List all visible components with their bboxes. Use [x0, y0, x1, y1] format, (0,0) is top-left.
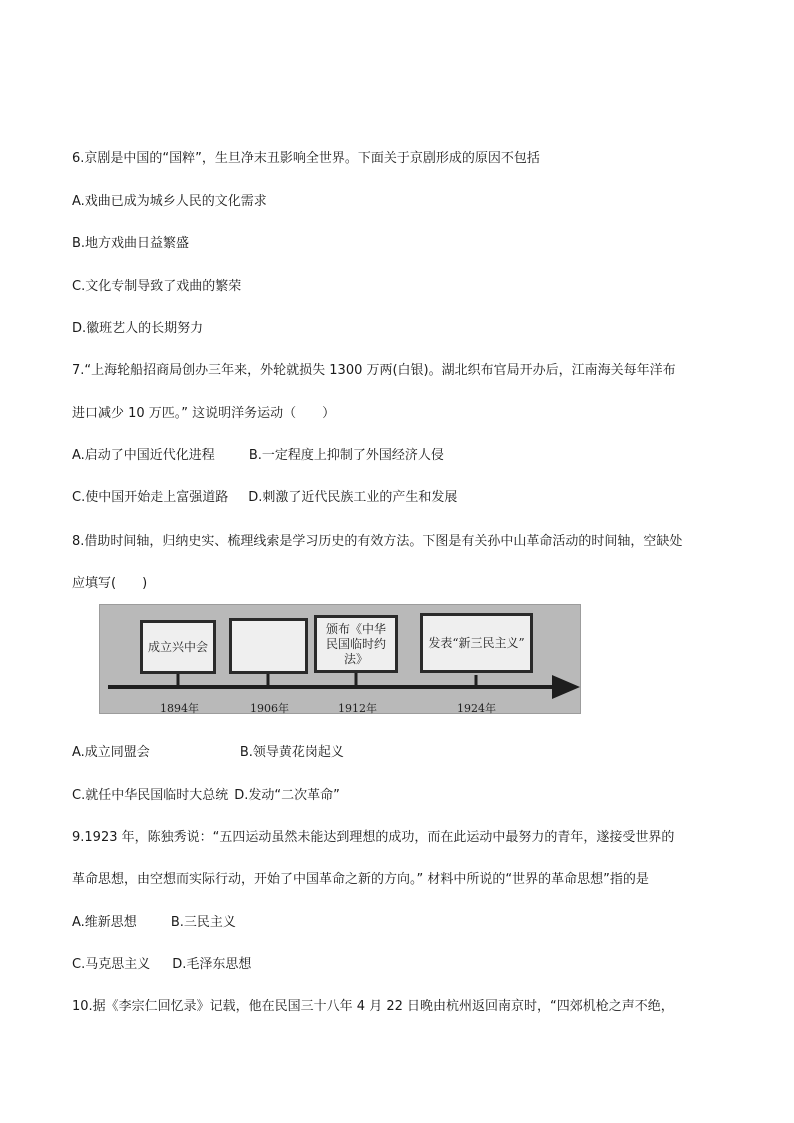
q7-options-row-1 [72, 447, 444, 465]
timeline-event-box-1906-blank [229, 618, 308, 674]
q8-option-d: D.发动“二次革命” [234, 788, 340, 803]
q9-stem-line-2: 革命思想，由空想而实际行动，开始了中国革命之新的方向。” 材料中所说的“世界的革命思想”指的是 [72, 872, 649, 887]
timeline-event-label-1894: 成立兴中会 [147, 639, 208, 654]
q9-options-row-1 [72, 914, 236, 932]
q6-option-a: A.戏曲已成为城乡人民的文化需求 [72, 194, 267, 209]
q9-stem-line-1: 9.1923 年，陈独秀说：“五四运动虽然未能达到理想的成功，而在此运动中最努力的青年，遂接受世界的 [72, 830, 675, 845]
q6-option-d: D.徽班艺人的长期努力 [72, 321, 204, 336]
q9-option-b: B.三民主义 [170, 915, 236, 930]
q10-stem-line-1: 10.据《李宗仁回忆录》记载，他在民国三十八年 4 月 22 日晚由杭州返回南京时，“四郊机枪之声不绝， [72, 999, 674, 1014]
q8-options-row-2 [72, 787, 340, 805]
timeline-event-label-1912: 颁布《中华民国临时约法》 [325, 621, 386, 666]
q8-option-a: A.成立同盟会 [72, 745, 150, 760]
q7-stem-line-1: 7.“上海轮船招商局创办三年来，外轮就损失 1300 万两(白银)。湖北织布官局开办后，江南海关每年洋布 [72, 363, 676, 378]
timeline-arrow-head [552, 675, 580, 699]
q7-options-row-2 [72, 489, 457, 507]
timeline-figure [99, 604, 581, 714]
timeline-event-box-1894 [140, 620, 216, 674]
q7-stem-line-2: 进口减少 10 万匹。” 这说明洋务运动（ ） [72, 406, 336, 421]
q7-option-b: B.一定程度上抑制了外国经济人侵 [248, 448, 444, 463]
timeline-event-label-1924: 发表“新三民主义” [428, 635, 525, 650]
timeline-event-box-1912 [314, 615, 398, 673]
timeline-year-1912: 1912年 [338, 702, 377, 715]
timeline-year-1906: 1906年 [250, 702, 289, 715]
q9-option-d: D.毛泽东思想 [172, 957, 252, 972]
timeline-year-1924: 1924年 [457, 702, 496, 715]
timeline-event-box-1924 [420, 613, 533, 673]
q9-option-a: A.维新思想 [72, 915, 137, 930]
timeline-year-1894: 1894年 [160, 702, 199, 715]
q8-option-c: C.就任中华民国临时大总统 [72, 788, 229, 803]
q6-option-b: B.地方戏曲日益繁盛 [72, 236, 190, 251]
q7-option-a: A.启动了中国近代化进程 [72, 448, 215, 463]
q8-stem-line-2: 应填写( ) [72, 576, 148, 591]
q9-option-c: C.马克思主义 [72, 957, 151, 972]
q6-stem: 6.京剧是中国的“国粹”，生旦净末丑影响全世界。下面关于京剧形成的原因不包括 [72, 151, 540, 166]
q7-option-c: C.使中国开始走上富强道路 [72, 490, 229, 505]
q9-options-row-2 [72, 956, 251, 974]
q8-options-row-1 [72, 744, 344, 762]
q8-stem-line-1: 8.借助时间轴，归纳史实、梳理线索是学习历史的有效方法。下图是有关孙中山革命活动的时间轴，空缺处 [72, 534, 683, 549]
q7-option-d: D.刺激了近代民族工业的产生和发展 [248, 490, 458, 505]
q8-option-b: B.领导黄花岗起义 [239, 745, 344, 760]
q6-option-c: C.文化专制导致了戏曲的繁荣 [72, 279, 242, 294]
